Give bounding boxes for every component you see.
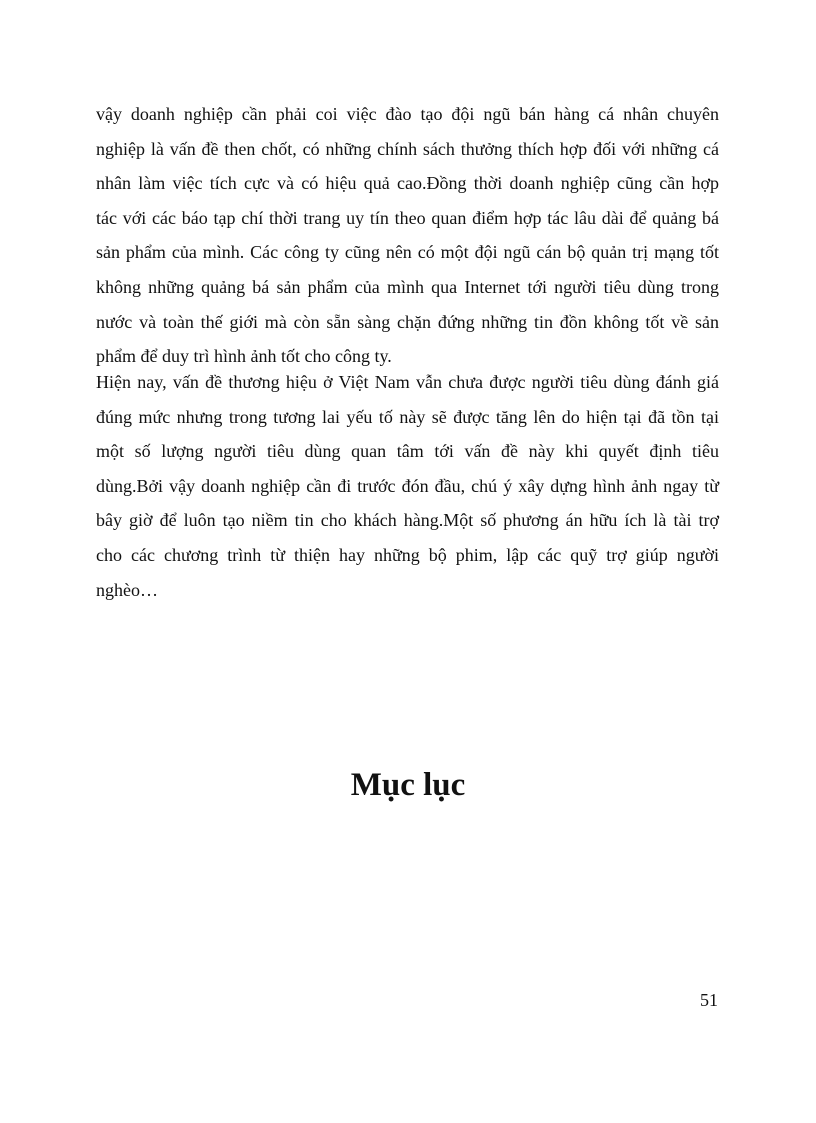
text-line: tác với các báo tạp chí thời trang uy tín theo quan điểm hợp tác lâu dài để quảng bá xyxy=(96,207,719,228)
text-line: nghiệp là vấn đề then chốt, có những chính sách thưởng thích hợp đối với những cá xyxy=(96,138,719,159)
body-paragraph xyxy=(96,97,719,374)
text-line: đúng mức nhưng trong tương lai yếu tố này sẽ được tăng lên do hiện tại đã tồn tại xyxy=(96,406,719,427)
text-line: Hiện nay, vấn đề thương hiệu ở Việt Nam vẫn chưa được người tiêu dùng đánh giá xyxy=(96,372,719,392)
text-line: dùng.Bởi vậy doanh nghiệp cần đi trước đón đầu, chú ý xây dựng hình ảnh ngay từ xyxy=(96,475,719,496)
text-line: không những quảng bá sản phẩm của mình qua Internet tới người tiêu dùng trong xyxy=(96,276,719,297)
text-line: một số lượng người tiêu dùng quan tâm tới vấn đề này khi quyết định tiêu xyxy=(96,441,719,462)
section-heading: Mục lục xyxy=(350,767,466,803)
text-line: phẩm để duy trì hình ảnh tốt cho công ty. xyxy=(96,346,392,367)
page-number: 51 xyxy=(700,990,718,1010)
text-line: cho các chương trình từ thiện hay những bộ phim, lập các quỹ trợ giúp người xyxy=(96,544,719,565)
text-line: bây giờ để luôn tạo niềm tin cho khách hàng.Một số phương án hữu ích là tài trợ xyxy=(96,510,719,531)
text-line: nhân làm việc tích cực và có hiệu quả cao.Đồng thời doanh nghiệp cũng cần hợp xyxy=(96,173,719,194)
text-line: nghèo… xyxy=(96,579,158,600)
text-line: nước và toàn thế giới mà còn sẵn sàng chặn đứng những tin đồn không tốt về sản xyxy=(96,311,719,332)
body-paragraph xyxy=(96,365,719,607)
text-line: sản phẩm của mình. Các công ty cũng nên có một đội ngũ cán bộ quản trị mạng tốt xyxy=(96,242,719,263)
text-line: vậy doanh nghiệp cần phải coi việc đào tạo đội ngũ bán hàng cá nhân chuyên xyxy=(96,104,719,124)
